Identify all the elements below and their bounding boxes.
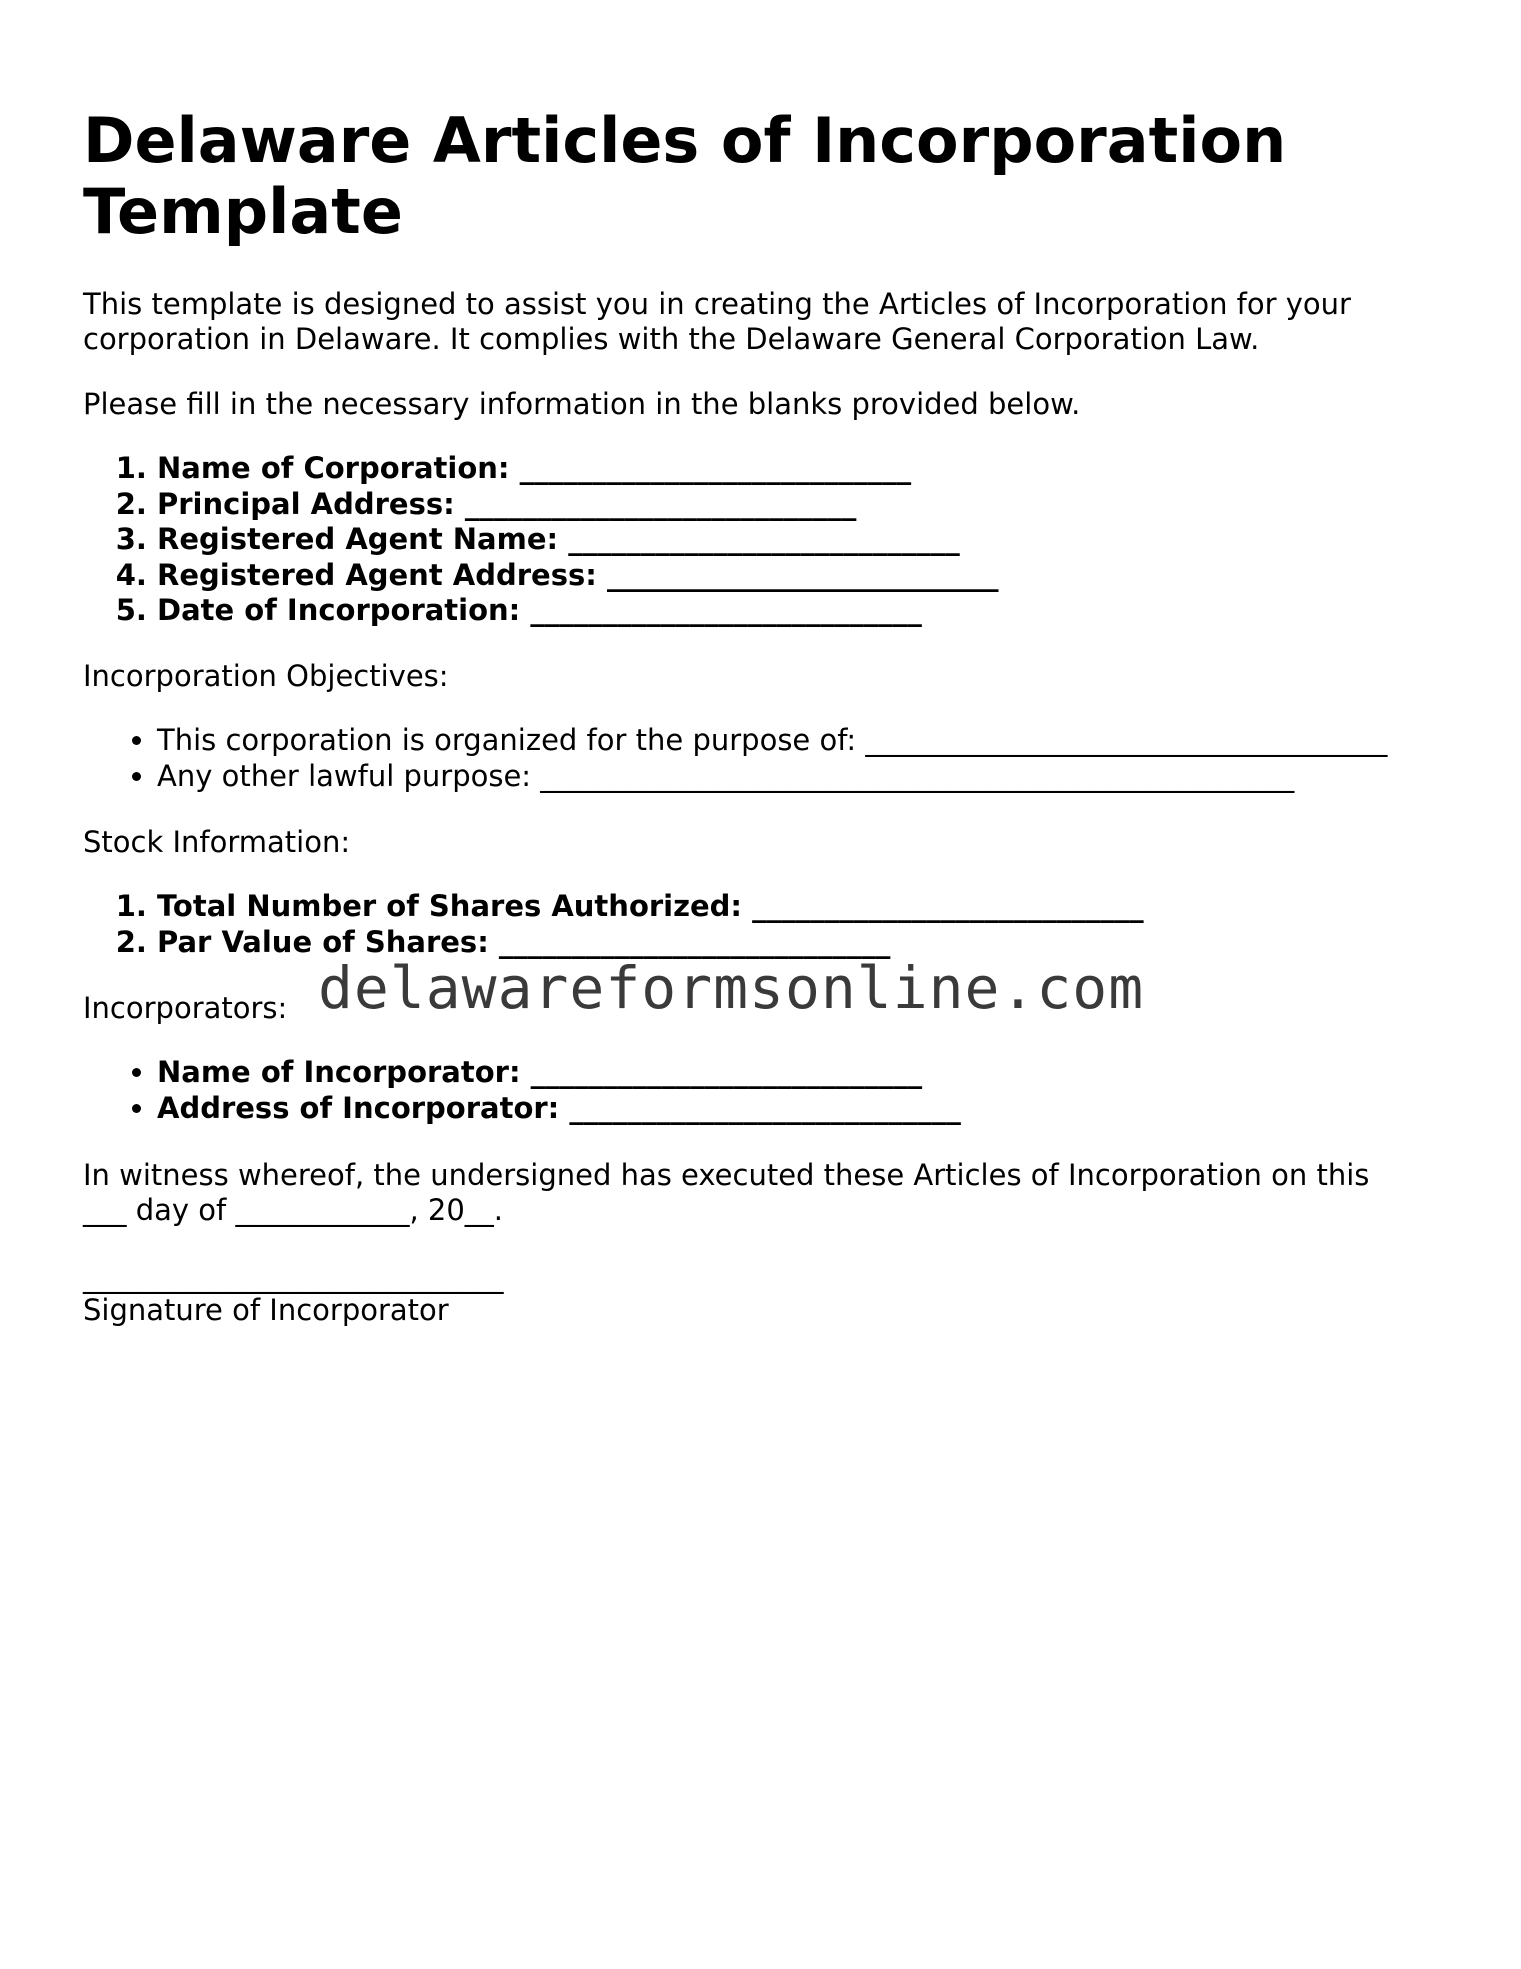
instructions: Please fill in the necessary information in the blanks provided below. (83, 387, 1081, 421)
objective-label: Any other lawful purpose: (157, 758, 532, 793)
fill-blank[interactable]: ___________________________ (530, 1055, 923, 1089)
fill-blank[interactable]: ___________________________ (498, 924, 891, 959)
watermark: delawareformsonline.com (318, 954, 1145, 1022)
fill-blank[interactable]: ___________________________ (752, 889, 1144, 923)
objectives-list (83, 723, 1387, 794)
field-principal-address (157, 487, 998, 523)
field-registered-agent-address (157, 558, 998, 594)
fill-blank[interactable]: ___________________________ (568, 522, 960, 556)
field-registered-agent-name (157, 522, 998, 558)
document-title: Delaware Articles of Incorporation Template (83, 104, 1287, 248)
intro-line-2: corporation in Delaware. It complies with the Delaware General Corporation Law. (83, 322, 1260, 356)
field-label: Name of Incorporator: (157, 1055, 521, 1089)
objectives-heading: Incorporation Objectives: (83, 659, 449, 693)
fill-blank[interactable]: ____________________________________ (865, 723, 1388, 757)
fill-blank[interactable]: ___________________________ (569, 1090, 961, 1125)
witness-line-1: In witness whereof, the undersigned has executed these Articles of Incorporation on this (83, 1158, 1370, 1192)
field-label: Name of Corporation: (157, 451, 510, 485)
incorporators-heading: Incorporators: (83, 991, 288, 1025)
field-date-of-incorporation (157, 593, 998, 629)
fill-blank[interactable]: ___________________________ (606, 557, 999, 592)
fill-blank[interactable]: ___________________________ (530, 593, 922, 627)
signature-label: Signature of Incorporator (83, 1293, 449, 1327)
intro-line-1: This template is designed to assist you in creating the Articles of Incorporation for your (83, 287, 1351, 321)
incorporator-fields-list (83, 1055, 961, 1126)
fill-blank[interactable]: ___________________________ (519, 451, 912, 485)
field-label: Principal Address: (157, 486, 455, 521)
field-incorporator-address (157, 1091, 961, 1127)
signature-line[interactable]: _____________________________ (83, 1260, 504, 1294)
objective-purpose (157, 723, 1387, 759)
field-label: Address of Incorporator: (157, 1090, 560, 1125)
objective-other-purpose (157, 759, 1387, 795)
field-label: Date of Incorporation: (157, 593, 521, 627)
objective-label: This corporation is organized for the purpose of: (157, 723, 857, 757)
witness-line-2[interactable]: ___ day of ____________, 20__. (83, 1193, 504, 1227)
field-total-shares (157, 889, 1144, 925)
fill-blank[interactable]: ____________________________________________________ (540, 758, 1295, 793)
field-label: Par Value of Shares: (157, 924, 489, 959)
stock-heading: Stock Information: (83, 825, 351, 859)
fill-blank[interactable]: ___________________________ (464, 486, 857, 521)
field-incorporator-name (157, 1055, 961, 1091)
field-name-of-corporation (157, 451, 998, 487)
corporate-fields-list (83, 451, 998, 629)
field-label: Registered Agent Address: (157, 557, 597, 592)
stock-fields-list (83, 889, 1144, 960)
field-label: Total Number of Shares Authorized: (157, 889, 743, 923)
field-label: Registered Agent Name: (157, 522, 559, 556)
